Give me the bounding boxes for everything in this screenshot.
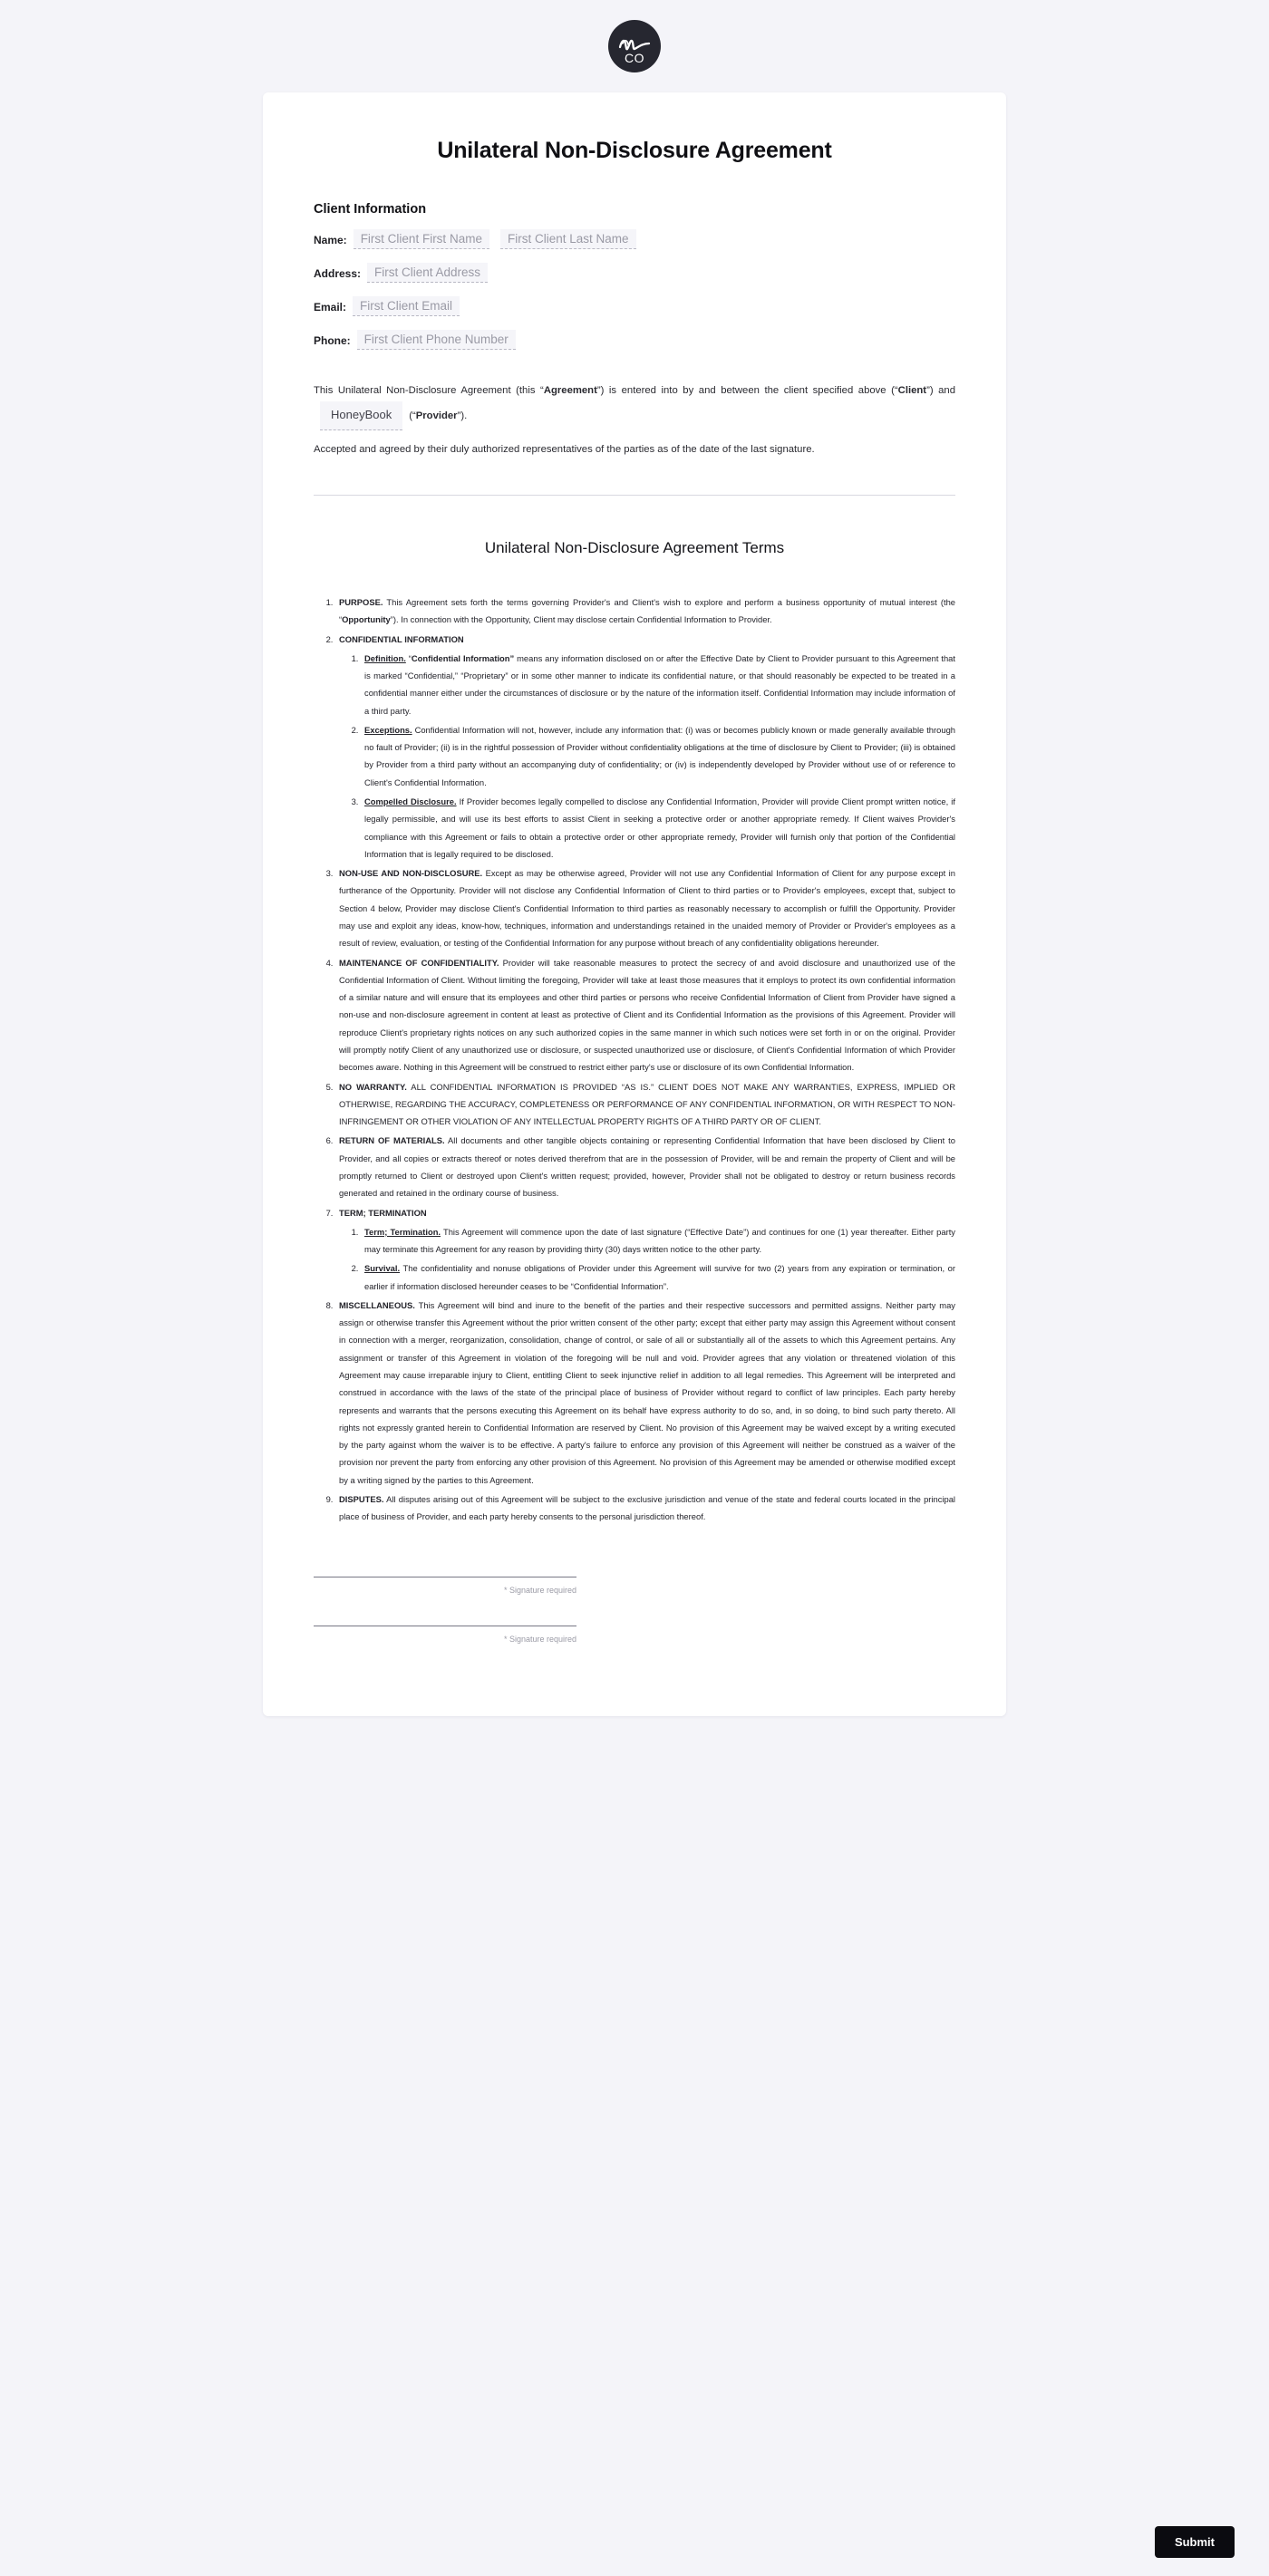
term-item xyxy=(361,721,955,791)
term-body-emphasis: Confidential Information” xyxy=(411,652,515,663)
name-row xyxy=(314,229,955,249)
signature-note-1: * Signature required xyxy=(503,1585,576,1595)
term-item xyxy=(335,631,955,863)
email-label: Email: xyxy=(314,301,347,314)
address-label: Address: xyxy=(314,267,362,280)
term-item xyxy=(335,1491,955,1526)
term-heading: NON-USE AND NON-DISCLOSURE. xyxy=(339,868,483,879)
term-body: This Agreement sets forth the terms governing Provider's and Client's wish to explore and perform a business opportunity of mutual interest (the “ xyxy=(339,596,955,625)
term-body-emphasis: Opportunity xyxy=(342,614,391,625)
term-body: Provider will take reasonable measures to protect the secrecy of and avoid disclosure and unauthorized use of the Confidential Information of Client. Without limiting the foregoing, Provider will take at least those measures that it employs to protect its own confidential information of a similar nature and will ensure that its employees and other third parties or persons who receive Confidential Information of Client from Provider have signed a non-use and non-disclosure agreement in content at least as protective of Client and its Confidential Information as the provisions of this Agreement. Provider will reproduce Client's proprietary rights notices on any such authorized copies in the same manner in which such notices were set forth in or on the original. Provider will promptly notify Client of any unauthorized use or disclosure, or suspected unauthorized use or disclosure, of Client's Confidential Information of which Provider becomes aware. Nothing in this Agreement will be construed to restrict either party's use or disclosure of its own Confidential Information. xyxy=(339,957,955,1073)
intro-part1: This Unilateral Non-Disclosure Agreement (this “ xyxy=(314,385,544,396)
terms-list xyxy=(314,593,955,1526)
intro-part3: ”) and xyxy=(926,385,955,396)
signature-note-2: * Signature required xyxy=(503,1634,576,1644)
signature-group-1 xyxy=(314,1577,955,1595)
submit-button[interactable]: Submit xyxy=(1155,2526,1235,2558)
phone-field[interactable]: First Client Phone Number xyxy=(357,330,516,350)
signature-group-2 xyxy=(314,1626,955,1644)
email-row xyxy=(314,296,955,316)
term-heading: MISCELLANEOUS. xyxy=(339,1299,415,1310)
term-heading: DISPUTES. xyxy=(339,1494,384,1505)
first-name-field[interactable]: First Client First Name xyxy=(354,229,489,249)
term-heading: CONFIDENTIAL INFORMATION xyxy=(339,633,464,644)
email-field[interactable]: First Client Email xyxy=(353,296,460,316)
term-subitems xyxy=(339,1223,955,1295)
term-heading: PURPOSE. xyxy=(339,596,383,607)
phone-row xyxy=(314,330,955,350)
term-item xyxy=(361,1259,955,1295)
term-heading: Compelled Disclosure. xyxy=(364,796,457,807)
term-heading: Definition. xyxy=(364,652,406,663)
intro-part2: ”) is entered into by and between the client specified above (“ xyxy=(596,385,898,396)
intro-part5: ”). xyxy=(457,410,468,422)
term-heading: Exceptions. xyxy=(364,724,412,735)
term-item xyxy=(335,593,955,629)
client-information-form xyxy=(314,229,955,350)
client-information-heading: Client Information xyxy=(314,202,427,217)
term-item xyxy=(361,650,955,719)
term-item xyxy=(335,1078,955,1131)
svg-text:CO: CO xyxy=(625,51,644,65)
term-body-cont: means any information disclosed on or after the Effective Date by Client to Provider pursuant to this Agreement that is marked “Confidential,” “Proprietary” or in some other manner to indicate its confidential nature, or that should reasonably be expected to be treated in a confidential manner either under the circumstances of disclosure or by the nature of the information itself. Confidential Information may include information of a third party. xyxy=(364,652,955,716)
mco-logo xyxy=(608,20,661,72)
page-title: Unilateral Non-Disclosure Agreement xyxy=(437,138,832,163)
intro-parties-paragraph xyxy=(314,381,955,430)
term-body: All disputes arising out of this Agreement will be subject to the exclusive jurisdiction and venue of the state and federal courts located in the principal place of business of Provider, and each party hereby consents to the personal jurisdiction thereof. xyxy=(339,1494,955,1522)
term-heading: NO WARRANTY. xyxy=(339,1081,407,1092)
term-item xyxy=(335,1297,955,1489)
intro-accepted-paragraph: Accepted and agreed by their duly authorized representatives of the parties as of the date of the last signature. xyxy=(314,443,815,455)
address-field[interactable]: First Client Address xyxy=(367,263,488,283)
term-body: “ xyxy=(405,652,412,663)
terms-heading: Unilateral Non-Disclosure Agreement Terms xyxy=(484,538,785,556)
term-heading: Term; Termination. xyxy=(364,1226,441,1237)
term-body: This Agreement will commence upon the date of last signature (“Effective Date”) and continues for one (1) year thereafter. Either party may terminate this Agreement for any reason by providing thirty (30) days written notice to the other party. xyxy=(364,1226,955,1255)
intro-provider-term: Provider xyxy=(415,410,458,422)
term-heading: TERM; TERMINATION xyxy=(339,1207,427,1218)
last-name-field[interactable]: First Client Last Name xyxy=(500,229,636,249)
term-body-cont: ”). In connection with the Opportunity, Client may disclose certain Confidential Information to Provider. xyxy=(390,614,772,625)
term-item xyxy=(335,1132,955,1201)
intro-paragraphs xyxy=(314,381,955,460)
section-divider xyxy=(314,495,955,496)
agreement-card xyxy=(263,92,1006,1716)
intro-part4: (“ xyxy=(409,410,416,422)
brand-header xyxy=(0,0,1269,92)
term-body: If Provider becomes legally compelled to disclose any Confidential Information, Provider will provide Client prompt written notice, if legally permissible, and will use its best efforts to assist Client in seeking a protective order or another appropriate remedy. If Client waives Provider's compliance with this Agreement or fails to obtain a protective order or other appropriate remedy, Provider will furnish only that portion of the Confidential Information that is legally required to be disclosed. xyxy=(364,796,955,859)
term-subitems xyxy=(339,650,955,863)
term-body: This Agreement will bind and inure to the benefit of the parties and their respective successors and permitted assigns. Neither party may assign or otherwise transfer this Agreement without the prior written consent of the other party; except that either party may assign this Agreement without consent in connection with a merger, reorganization, consolidation, change of control, or sale of all or substantially all of the assets to which this Agreement pertains. Any assignment or transfer of this Agreement in violation of the foregoing will be null and void. Provider agrees that any violation or threatened violation of this Agreement may cause irreparable injury to Client, entitling Client to seek injunctive relief in addition to all legal remedies. This Agreement will be interpreted and construed in accordance with the laws of the state of the principal place of business of Provider without regard to conflict of law principles. Each party hereby represents and warrants that the persons executing this Agreement on its behalf have express authority to do so, and, in so doing, to bind such party thereto. All rights not expressly granted herein to Confidential Information are reserved by Client. No provision of this Agreement may be waived except by a writing executed by the party against whom the waiver is to be effective. A party's failure to enforce any provision of this Agreement will neither be construed as a waiver of the provision nor prevent the party from enforcing any other provision of this Agreement. No provision of this Agreement may be amended or otherwise modified except by a writing signed by the parties to this Agreement. xyxy=(339,1299,955,1485)
submit-bar xyxy=(1155,2526,1235,2558)
mco-logo-icon xyxy=(608,20,661,72)
term-body: Except as may be otherwise agreed, Provider will not use any Confidential Information of Client for any purpose except in furtherance of the Opportunity. Provider will not disclose any Confidential Information of Client to third parties or to Provider's employees, except that, subject to Section 4 below, Provider may disclose Client's Confidential Information to third parties as reasonably necessary to accomplish or fulfill the Opportunity. Provider may use and exploit any ideas, know-how, techniques, information and understandings retained in the unaided memory of Provider or Provider's employees as a result of review, evaluation, or testing of the Confidential Information for any purpose without breach of any confidentiality obligations hereunder. xyxy=(339,868,955,949)
term-item xyxy=(335,954,955,1076)
term-heading: Survival. xyxy=(364,1263,401,1274)
term-heading: MAINTENANCE OF CONFIDENTIALITY. xyxy=(339,957,499,968)
term-heading: RETURN OF MATERIALS. xyxy=(339,1135,445,1146)
term-body: All documents and other tangible objects containing or representing Confidential Information that have been disclosed by Client to Provider, and all copies or extracts thereof or notes derived therefrom that are in the possession of Provider, will be and remain the property of Client and will be promptly returned to Client or destroyed upon Client's written request; provided, however, Provider shall not be obligated to destroy or return business records generated and retained in the ordinary course of business. xyxy=(339,1135,955,1199)
phone-label: Phone: xyxy=(314,334,351,347)
term-body: Confidential Information will not, however, include any information that: (i) was or becomes publicly known or made generally available through no fault of Provider; (ii) is in the rightful possession of Provider without confidentiality obligations at the time of disclosure by Client to Provider; (iii) is obtained by Provider from a third party without an accompanying duty of confidentiality; or (iv) is independently developed by Provider without use of or reference to Client's Confidential Information. xyxy=(364,724,955,787)
term-body: ALL CONFIDENTIAL INFORMATION IS PROVIDED “AS IS.” CLIENT DOES NOT MAKE ANY WARRANTIES, EXPRESS, IMPLIED OR OTHERWISE, REGARDING THE ACCURACY, COMPLETENESS OR PERFORMANCE OF ANY CONFIDENTIAL INFORMATION, OR WITH RESPECT TO NON-INFRINGEMENT OR OTHER VIOLATION OF ANY INTELLECTUAL PROPERTY RIGHTS OF A THIRD PARTY OR OF CLIENT. xyxy=(339,1081,955,1127)
term-body: The confidentiality and nonuse obligations of Provider under this Agreement will survive for two (2) years from any expiration or termination, or earlier if information disclosed hereunder ceases to be “Confidential Information”. xyxy=(364,1263,955,1291)
term-item xyxy=(361,1223,955,1259)
term-item xyxy=(335,1204,955,1295)
provider-field[interactable]: HoneyBook xyxy=(320,401,402,430)
signature-block xyxy=(314,1577,955,1644)
term-item xyxy=(335,864,955,951)
address-row xyxy=(314,263,955,283)
intro-agreement-term: Agreement xyxy=(543,385,597,396)
name-label: Name: xyxy=(314,234,347,246)
term-item xyxy=(361,793,955,863)
intro-client-term: Client xyxy=(897,385,927,396)
